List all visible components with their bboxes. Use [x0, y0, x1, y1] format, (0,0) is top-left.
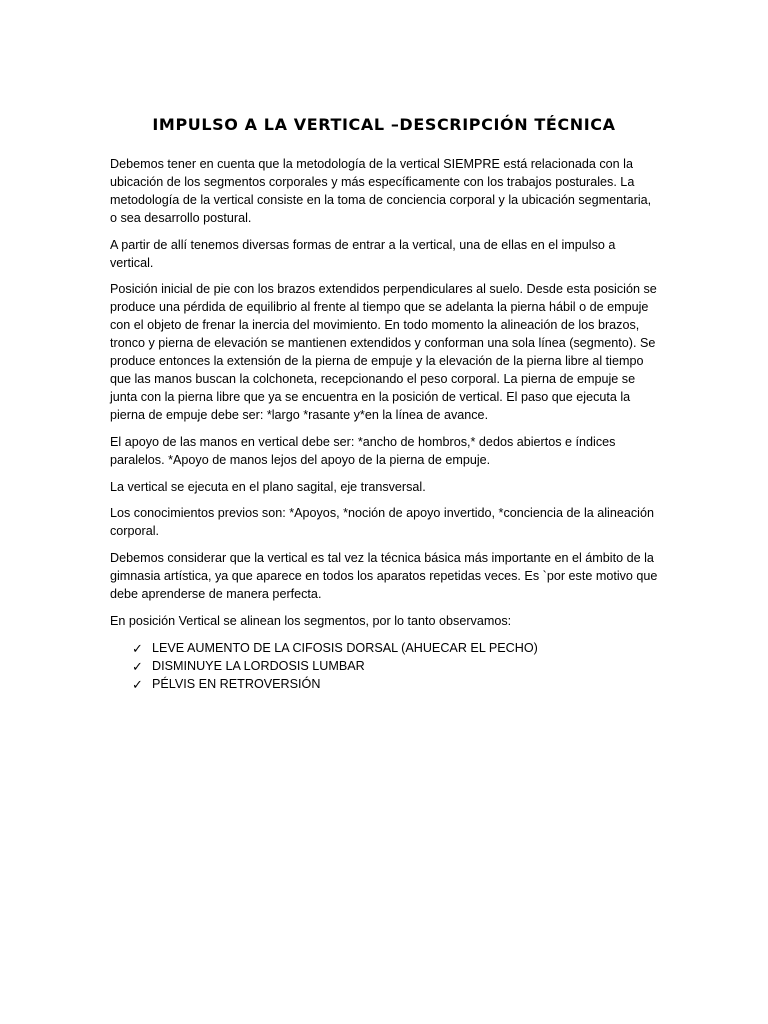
paragraph-plane-axis: La vertical se ejecuta en el plano sagital, eje transversal.: [110, 479, 426, 494]
checkmark-icon: ✓: [132, 676, 143, 692]
list-item: [132, 676, 658, 694]
document-page: [110, 114, 658, 694]
checkmark-icon: ✓: [132, 640, 143, 656]
checkmark-icon: ✓: [132, 658, 143, 674]
paragraph-importance: Debemos considerar que la vertical es tal vez la técnica básica más importante en el ámbito de la gimnasia artística, ya que aparece en todos los aparatos repetidas veces. Es `por este motivo que debe aprenderse de manera perfecta.: [110, 551, 658, 602]
list-item-text: PÉLVIS EN RETROVERSIÓN: [152, 676, 321, 691]
list-item-text: DISMINUYE LA LORDOSIS LUMBAR: [152, 658, 365, 673]
paragraph-methodology: Debemos tener en cuenta que la metodología de la vertical SIEMPRE está relacionada con la ubicación de los segmentos corporales y más específicamente con los trabajos posturales. La metodología de la vertical consiste en la toma de conciencia corporal y la ubicación segmentaria, o sea desarrollo postural.: [110, 157, 652, 225]
list-item: [132, 658, 658, 676]
list-item-text: LEVE AUMENTO DE LA CIFOSIS DORSAL (AHUECAR EL PECHO): [152, 640, 538, 655]
paragraph-hand-support: El apoyo de las manos en vertical debe ser: *ancho de hombros,* dedos abiertos e índices paralelos. *Apoyo de manos lejos del apoyo de la pierna de empuje.: [110, 434, 616, 467]
paragraph-prior-knowledge: Los conocimientos previos son: *Apoyos, *noción de apoyo invertido, *conciencia de la alineación corporal.: [110, 506, 654, 539]
paragraph-initial-position: Posición inicial de pie con los brazos extendidos perpendiculares al suelo. Desde esta posición se produce una pérdida de equilibrio al frente al tiempo que se adelanta la pierna hábil o de empuje con el objeto de frenar la inercia del movimiento. En todo momento la alineación de los brazos, tronco y pierna de elevación se mantienen extendidos y conforman una sola línea (segmento). Se produce entonces la extensión de la pierna de empuje y la elevación de la pierna libre al tiempo que las manos buscan la colchoneta, recepcionando el peso corporal. La pierna de empuje se junta con la pierna libre que ya se encuentra en la posición de vertical. El paso que ejecuta la pierna de empuje debe ser: *largo *rasante y*en la línea de avance.: [110, 282, 657, 422]
list-item: [132, 640, 658, 658]
document-title: IMPULSO A LA VERTICAL –DESCRIPCIÓN TÉCNICA: [152, 115, 616, 134]
paragraph-alignment: En posición Vertical se alinean los segmentos, por lo tanto observamos:: [110, 613, 512, 628]
checklist: [110, 640, 658, 694]
paragraph-entry-forms: A partir de allí tenemos diversas formas de entrar a la vertical, una de ellas en el impulso a vertical.: [110, 237, 616, 270]
